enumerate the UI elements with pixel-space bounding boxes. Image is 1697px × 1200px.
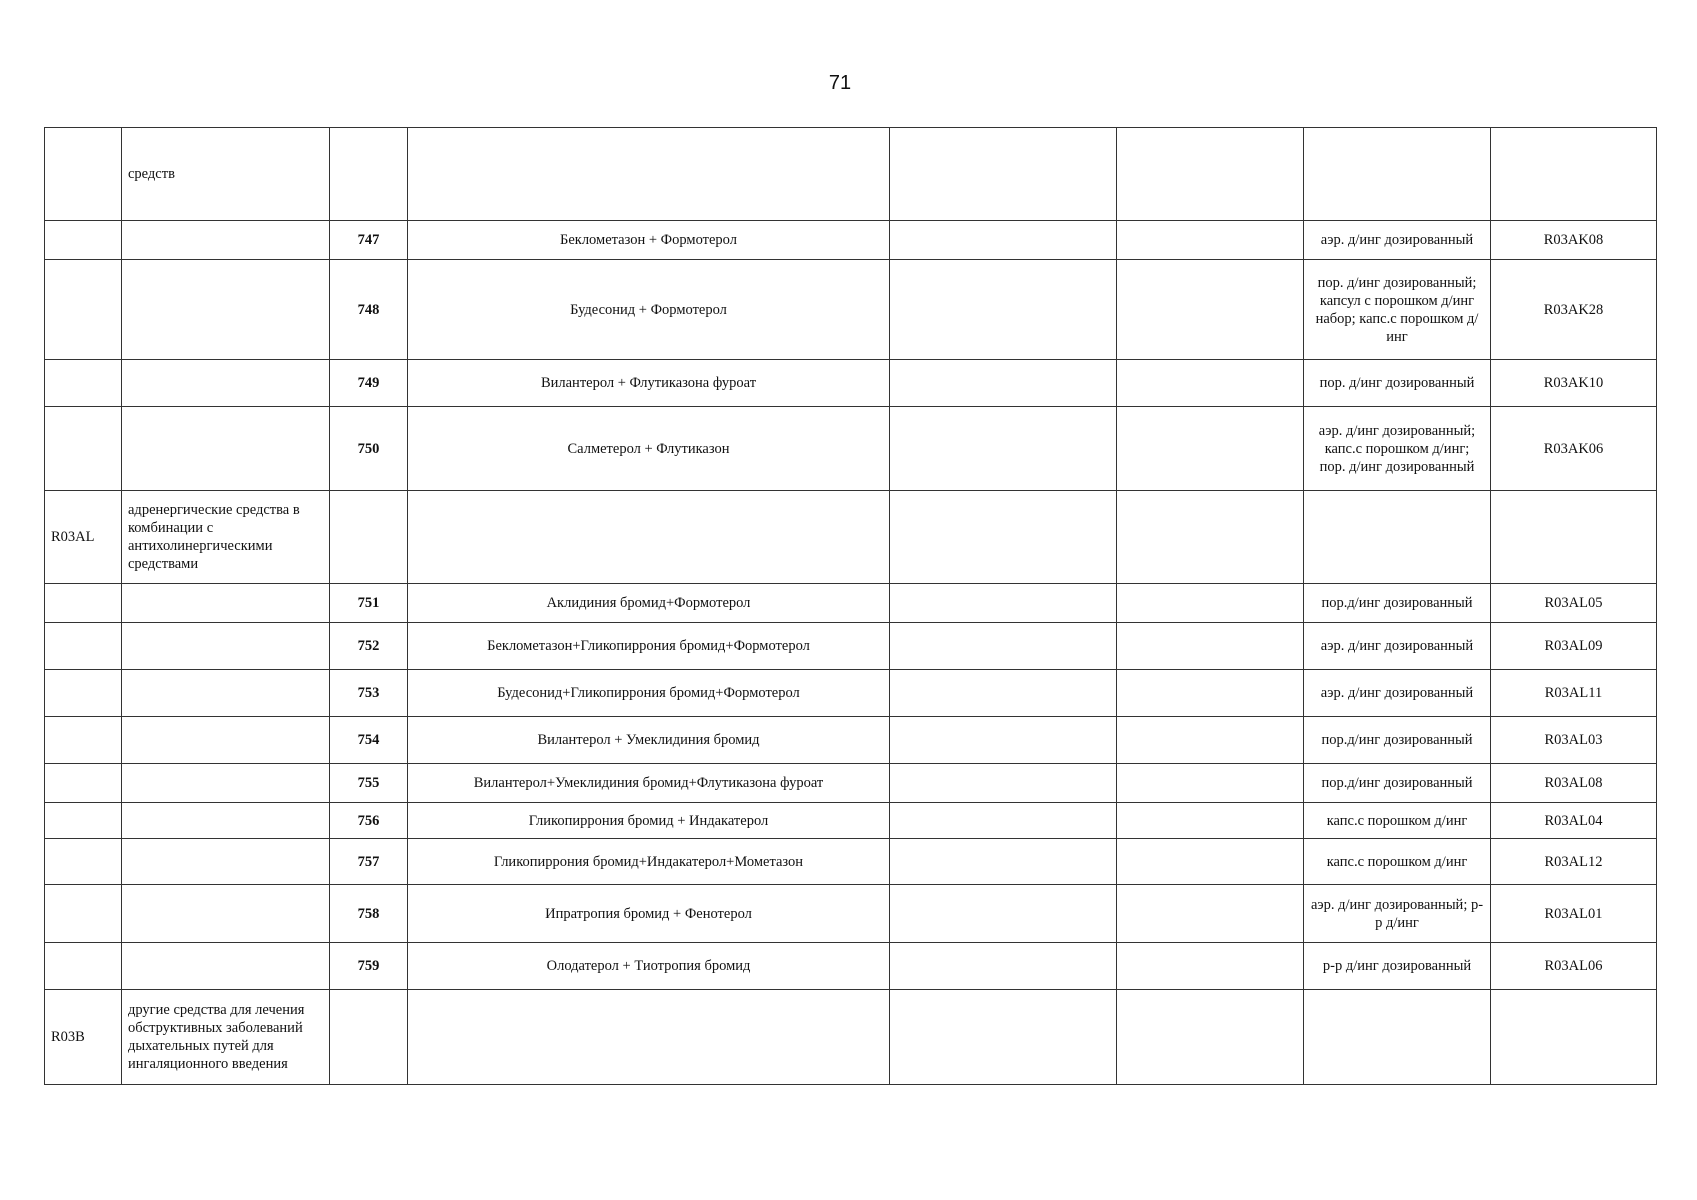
table-row <box>45 360 1657 407</box>
atc-code: R03AL04 <box>1491 803 1657 839</box>
atc-code: R03AL12 <box>1491 839 1657 885</box>
atc-group-code: R03AL <box>45 491 122 584</box>
item-number: 754 <box>330 717 408 764</box>
drug-name: Будесонид+Гликопиррония бромид+Формотерол <box>408 670 890 717</box>
atc-code: R03AK28 <box>1491 260 1657 360</box>
table-row <box>45 670 1657 717</box>
drug-name: Беклометазон + Формотерол <box>408 221 890 260</box>
item-number: 758 <box>330 885 408 943</box>
item-number: 756 <box>330 803 408 839</box>
item-number: 755 <box>330 764 408 803</box>
atc-code: R03AK10 <box>1491 360 1657 407</box>
page-number: 71 <box>828 72 852 94</box>
dosage-form: аэр. д/инг дозированный <box>1304 623 1491 670</box>
drug-name: Беклометазон+Гликопиррония бромид+Формотерол <box>408 623 890 670</box>
dosage-form: пор.д/инг дозированный <box>1304 717 1491 764</box>
item-number: 753 <box>330 670 408 717</box>
drug-name: Ипратропия бромид + Фенотерол <box>408 885 890 943</box>
dosage-form: пор.д/инг дозированный <box>1304 584 1491 623</box>
atc-code: R03AL03 <box>1491 717 1657 764</box>
group-row <box>45 990 1657 1085</box>
group-row <box>45 491 1657 584</box>
dosage-form: капс.с порошком д/инг <box>1304 839 1491 885</box>
atc-code: R03AL06 <box>1491 943 1657 990</box>
drug-name: Вилантерол+Умеклидиния бромид+Флутиказона фуроат <box>408 764 890 803</box>
drug-name: Гликопиррония бромид+Индакатерол+Мометазон <box>408 839 890 885</box>
atc-code: R03AL08 <box>1491 764 1657 803</box>
item-number: 759 <box>330 943 408 990</box>
item-number: 752 <box>330 623 408 670</box>
dosage-form: пор.д/инг дозированный <box>1304 764 1491 803</box>
atc-code: R03AL01 <box>1491 885 1657 943</box>
item-number: 748 <box>330 260 408 360</box>
drug-table <box>44 127 1657 1085</box>
atc-code: R03AK06 <box>1491 407 1657 491</box>
item-number: 749 <box>330 360 408 407</box>
table-row <box>45 221 1657 260</box>
atc-group-code: R03B <box>45 990 122 1085</box>
table-row <box>45 623 1657 670</box>
item-number: 750 <box>330 407 408 491</box>
drug-name: Вилантерол + Флутиказона фуроат <box>408 360 890 407</box>
item-number: 757 <box>330 839 408 885</box>
atc-code: R03AL05 <box>1491 584 1657 623</box>
drug-name: Аклидиния бромид+Формотерол <box>408 584 890 623</box>
table-row <box>45 584 1657 623</box>
dosage-form: аэр. д/инг дозированный; капс.с порошком д/инг; пор. д/инг дозированный <box>1304 407 1491 491</box>
table-row <box>45 717 1657 764</box>
dosage-form: аэр. д/инг дозированный <box>1304 221 1491 260</box>
item-number: 751 <box>330 584 408 623</box>
table-row <box>45 803 1657 839</box>
atc-code: R03AK08 <box>1491 221 1657 260</box>
dosage-form: р-р д/инг дозированный <box>1304 943 1491 990</box>
drug-name: Салметерол + Флутиказон <box>408 407 890 491</box>
drug-name: Вилантерол + Умеклидиния бромид <box>408 717 890 764</box>
dosage-form: пор. д/инг дозированный; капсул с порошком д/инг набор; капс.с порошком д/инг <box>1304 260 1491 360</box>
group-description: адренергические средства в комбинации с антихолинергическими средствами <box>122 491 330 584</box>
drug-name: Будесонид + Формотерол <box>408 260 890 360</box>
dosage-form: аэр. д/инг дозированный <box>1304 670 1491 717</box>
dosage-form: аэр. д/инг дозированный; р-р д/инг <box>1304 885 1491 943</box>
table-row <box>45 885 1657 943</box>
atc-code: R03AL11 <box>1491 670 1657 717</box>
dosage-form: капс.с порошком д/инг <box>1304 803 1491 839</box>
table-row <box>45 260 1657 360</box>
table-row <box>45 943 1657 990</box>
item-number: 747 <box>330 221 408 260</box>
table-row <box>45 128 1657 221</box>
drug-name: Гликопиррония бромид + Индакатерол <box>408 803 890 839</box>
group-description: другие средства для лечения обструктивных заболеваний дыхательных путей для ингаляционного введения <box>122 990 330 1085</box>
table-row <box>45 839 1657 885</box>
drug-name: Олодатерол + Тиотропия бромид <box>408 943 890 990</box>
group-description-cell: средств <box>122 128 330 221</box>
dosage-form: пор. д/инг дозированный <box>1304 360 1491 407</box>
table-row <box>45 764 1657 803</box>
atc-code: R03AL09 <box>1491 623 1657 670</box>
atc-group-code-cell <box>45 128 122 221</box>
table-row <box>45 407 1657 491</box>
